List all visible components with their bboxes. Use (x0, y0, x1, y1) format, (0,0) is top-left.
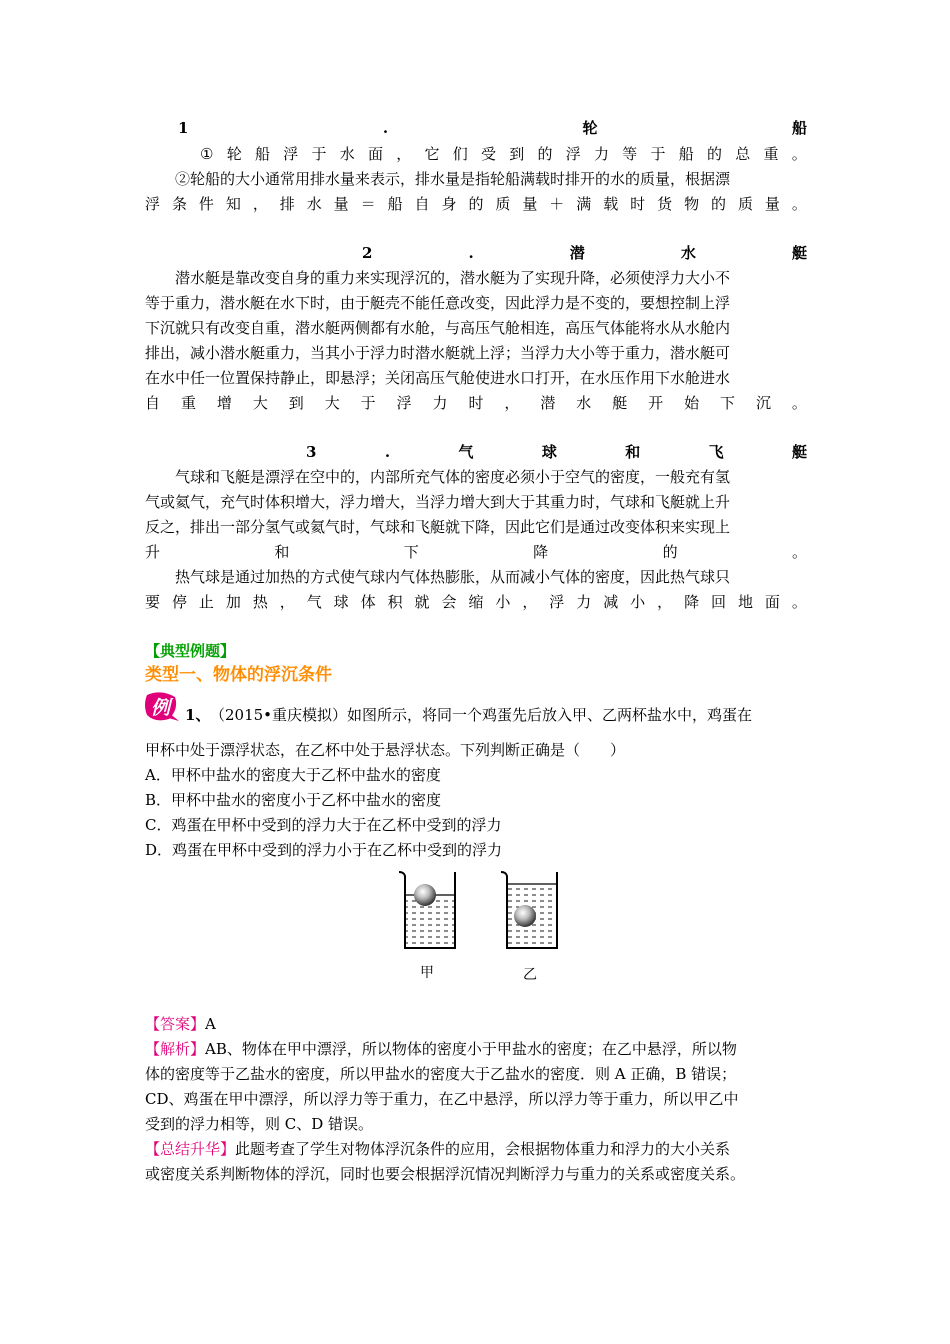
glyph: 小 (630, 593, 646, 611)
question-line2: 甲杯中处于漂浮状态，在乙杯中处于悬浮状态。下列判断正确是（ ） (145, 741, 626, 759)
glyph: 的 (706, 145, 722, 163)
glyph: 自 (145, 394, 161, 412)
glyph: ， (396, 145, 412, 163)
glyph: 和 (625, 443, 641, 461)
glyph: 止 (198, 593, 214, 611)
glyph: 量 (764, 195, 780, 213)
section2-para-line1: 潜水艇是靠改变自身的重力来实现浮沉的，潜水艇为了实现升降，必须使浮力大小不 (175, 269, 731, 287)
section2-para-line3: 下沉就只有改变自重，潜水艇两侧都有水舱，与高压气舱相连，高压气体能将水从水舱内 (145, 319, 731, 337)
glyph: 身 (441, 195, 457, 213)
option-d: D．鸡蛋在甲杯中受到的浮力小于在乙杯中受到的浮力 (145, 841, 503, 859)
glyph: 水 (576, 394, 592, 412)
glyph: 浮 (145, 195, 161, 213)
glyph: 地 (737, 593, 753, 611)
figure-label-jia: 甲 (420, 965, 434, 981)
figure-label-yi: 乙 (523, 967, 537, 983)
analysis-tag: 【解析】 (145, 1040, 206, 1058)
glyph: 水 (680, 244, 696, 262)
glyph: 停 (171, 593, 187, 611)
glyph: 的 (537, 145, 553, 163)
glyph: 。 (791, 593, 807, 611)
glyph: 受 (480, 145, 496, 163)
option-a: A．甲杯中盐水的密度大于乙杯中盐水的密度 (145, 766, 441, 784)
question-number: 1、 (185, 706, 211, 724)
glyph: 浮 (565, 145, 581, 163)
glyph: 于 (360, 394, 376, 412)
glyph: ， (279, 593, 295, 611)
glyph: 时 (468, 394, 484, 412)
glyph: 水 (339, 145, 355, 163)
glyph: 量 (522, 195, 538, 213)
glyph: 货 (657, 195, 673, 213)
glyph: ， (522, 593, 538, 611)
glyph: 飞 (708, 443, 724, 461)
glyph: 到 (288, 394, 304, 412)
glyph: 的 (711, 195, 727, 213)
glyph: 会 (441, 593, 457, 611)
section3-heading (306, 440, 807, 465)
glyph: 浮 (549, 593, 565, 611)
glyph: 于 (311, 145, 327, 163)
glyph: 件 (198, 195, 214, 213)
answer-line (145, 1012, 807, 1037)
glyph: 3 (306, 443, 317, 461)
example-badge-text: 例 (151, 697, 171, 719)
glyph: 艇 (791, 244, 807, 262)
glyph: 浮 (283, 145, 299, 163)
glyph: 就 (414, 593, 430, 611)
option-c: C．鸡蛋在甲杯中受到的浮力大于在乙杯中受到的浮力 (145, 816, 502, 834)
glyph: 沉 (755, 394, 771, 412)
glyph: 船 (791, 119, 807, 137)
analysis-line1 (145, 1037, 807, 1062)
glyph: 力 (432, 394, 448, 412)
summary-tag: 【总结升华】 (145, 1140, 236, 1158)
glyph: 量 (333, 195, 349, 213)
glyph: 艇 (612, 394, 628, 412)
glyph: 质 (737, 195, 753, 213)
section1-line2: ②轮船的大小通常用排水量来表示，排水量是指轮船满载时排开的水的质量，根据漂 (175, 170, 731, 188)
glyph: ＋ (549, 195, 565, 213)
analysis-text1: AB、物体在甲中漂浮，所以物体的密度小于甲盐水的密度；在乙中悬浮，所以物 (205, 1040, 737, 1058)
glyph: 降 (684, 593, 700, 611)
section3-para-line5: 热气球是通过加热的方式使气球内气体热膨胀，从而减小气体的密度，因此热气球只 (175, 568, 731, 586)
section3-para-line4 (145, 540, 807, 565)
summary-line1 (145, 1137, 807, 1162)
glyph: 到 (509, 145, 525, 163)
glyph: 的 (662, 543, 678, 561)
glyph: 要 (145, 593, 161, 611)
beaker-yi (501, 872, 557, 948)
analysis-line4: 受到的浮力相等，则 C、D 错误。 (145, 1115, 374, 1133)
option-b: B．甲杯中盐水的密度小于乙杯中盐水的密度 (145, 791, 442, 809)
glyph: 浮 (396, 394, 412, 412)
glyph: ＝ (360, 195, 376, 213)
glyph: 2 (362, 244, 373, 262)
example-badge-icon (143, 691, 179, 723)
glyph: 下 (720, 394, 736, 412)
glyph: . (382, 119, 389, 137)
glyph: 面 (764, 593, 780, 611)
glyph: 船 (678, 145, 694, 163)
glyph: 潜 (569, 244, 585, 262)
glyph: 面 (367, 145, 383, 163)
glyph: 热 (252, 593, 268, 611)
glyph: 积 (387, 593, 403, 611)
glyph: 重 (763, 145, 779, 163)
glyph: 开 (648, 394, 664, 412)
glyph: 载 (603, 195, 619, 213)
glyph: ， (657, 593, 673, 611)
glyph: 水 (306, 195, 322, 213)
glyph: 气 (306, 593, 322, 611)
glyph: 轮 (226, 145, 242, 163)
glyph: 增 (216, 394, 232, 412)
question-line1: （2015•重庆模拟）如图所示，将同一个鸡蛋先后放入甲、乙两杯盐水中，鸡蛋在 (210, 706, 753, 724)
glyph: 潜 (540, 394, 556, 412)
glyph: 大 (252, 394, 268, 412)
glyph: 船 (387, 195, 403, 213)
glyph: 自 (414, 195, 430, 213)
section2-para-line6 (145, 391, 807, 416)
glyph: 力 (576, 593, 592, 611)
beaker-jia (399, 872, 455, 948)
glyph: 排 (279, 195, 295, 213)
glyph: 回 (711, 593, 727, 611)
glyph: 缩 (468, 593, 484, 611)
examples-header: 【典型例题】 (145, 642, 236, 660)
glyph: 始 (684, 394, 700, 412)
glyph: 重 (180, 394, 196, 412)
glyph: 轮 (582, 119, 598, 137)
glyph: 物 (684, 195, 700, 213)
section2-para-line5: 在水中任一位置保持静止，即悬浮；关闭高压气舱使进水口打开，在水压作用下水舱进水 (145, 369, 731, 387)
section1-line1 (200, 142, 807, 167)
section3-para-line1: 气球和飞艇是漂浮在空中的，内部所充气体的密度必须小于空气的密度，一般充有氢 (175, 468, 731, 486)
summary-text1: 此题考查了学生对物体浮沉条件的应用，会根据物体重力和浮力的大小关系 (235, 1140, 731, 1158)
section3-para-line6 (145, 590, 807, 615)
glyph: 加 (225, 593, 241, 611)
glyph: 下 (403, 543, 419, 561)
analysis-line3: CD、鸡蛋在甲中漂浮，所以浮力等于重力，在乙中悬浮，所以浮力等于重力，所以甲乙中 (145, 1090, 739, 1108)
section1-line3 (145, 192, 807, 217)
glyph: 满 (576, 195, 592, 213)
glyph: 的 (468, 195, 484, 213)
glyph: 降 (533, 543, 549, 561)
glyph: 于 (650, 145, 666, 163)
section1-heading (178, 116, 807, 141)
glyph: 球 (541, 443, 557, 461)
glyph: 升 (145, 543, 161, 561)
glyph: 知 (225, 195, 241, 213)
glyph: 力 (593, 145, 609, 163)
glyph: 。 (791, 145, 807, 163)
glyph: . (384, 443, 391, 461)
glyph: . (468, 244, 474, 262)
glyph: 们 (452, 145, 468, 163)
glyph: ① (200, 145, 214, 163)
section2-heading (362, 241, 807, 266)
glyph: 。 (791, 394, 807, 412)
glyph: 总 (735, 145, 751, 163)
section3-para-line3: 反之，排出一部分氢气或氦气时，气球和飞艇就下降，因此它们是通过改变体积来实现上 (145, 518, 731, 536)
glyph: 小 (495, 593, 511, 611)
glyph: 它 (424, 145, 440, 163)
glyph: 球 (333, 593, 349, 611)
glyph: 时 (630, 195, 646, 213)
summary-line2: 或密度关系判断物体的浮沉，同时也要会根据浮沉情况判断浮力与重力的关系或密度关系。 (145, 1165, 746, 1183)
section2-para-line4: 排出，减小潜水艇重力，当其小于浮力时潜水艇就上浮；当浮力大小等于重力，潜水艇可 (145, 344, 731, 362)
glyph: 船 (254, 145, 270, 163)
glyph: 体 (360, 593, 376, 611)
glyph: ， (252, 195, 268, 213)
type-title: 类型一、物体的浮沉条件 (145, 665, 332, 685)
glyph: 条 (171, 195, 187, 213)
section2-para-line2: 等于重力，潜水艇在水下时，由于艇壳不能任意改变，因此浮力是不变的，要想控制上浮 (145, 294, 731, 312)
glyph: 和 (274, 543, 290, 561)
glyph: 艇 (791, 443, 807, 461)
glyph: 气 (458, 443, 474, 461)
answer-value: A (205, 1015, 216, 1033)
glyph: 质 (495, 195, 511, 213)
glyph: 等 (622, 145, 638, 163)
egg-floating (414, 884, 436, 906)
glyph: 1 (178, 119, 189, 137)
glyph: 减 (603, 593, 619, 611)
egg-suspended (514, 905, 536, 927)
glyph: ， (504, 394, 520, 412)
glyph: 大 (324, 394, 340, 412)
glyph: 。 (791, 543, 807, 561)
answer-tag: 【答案】 (145, 1015, 206, 1033)
analysis-line2: 体的密度等于乙盐水的密度，所以甲盐水的密度大于乙盐水的密度．则 A 正确，B 错误； (145, 1065, 737, 1083)
section3-para-line2: 气或氦气，充气时体积增大，浮力增大，当浮力增大到大于其重力时，气球和飞艇就上升 (145, 493, 731, 511)
glyph: 。 (791, 195, 807, 213)
